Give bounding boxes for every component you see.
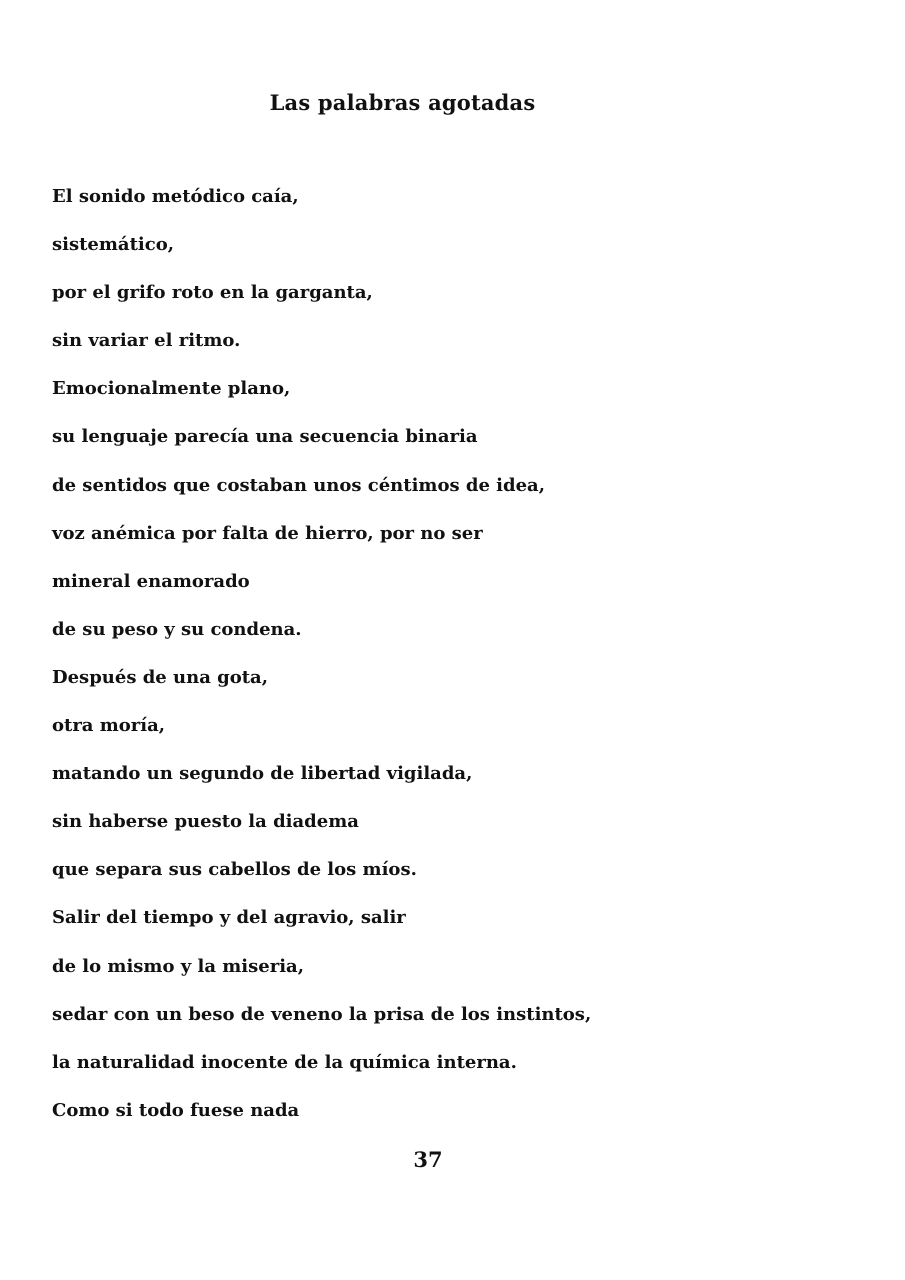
poem-title: Las palabras agotadas — [269, 90, 536, 115]
poem-line: su lenguaje parecía una secuencia binaria — [52, 426, 478, 448]
poem-line: matando un segundo de libertad vigilada, — [52, 763, 473, 785]
poem-line: sin variar el ritmo. — [52, 330, 241, 352]
poem-line: la naturalidad inocente de la química interna. — [52, 1051, 517, 1073]
poem-line: Como si todo fuese nada — [52, 1099, 300, 1121]
poem-line: otra moría, — [52, 715, 166, 737]
poem-line: sistemático, — [52, 234, 174, 256]
poem-line: de su peso y su condena. — [52, 618, 302, 640]
poem-line: Después de una gota, — [52, 666, 268, 688]
poem-line: voz anémica por falta de hierro, por no ser — [52, 522, 483, 544]
poem-line: sedar con un beso de veneno la prisa de los instintos, — [52, 1003, 592, 1025]
poem-line: Emocionalmente plano, — [52, 378, 291, 400]
poem-body — [52, 184, 591, 1146]
poem-line: de sentidos que costaban unos céntimos de idea, — [52, 474, 545, 496]
poem-line: sin haberse puesto la diadema — [52, 811, 359, 833]
poem-line: mineral enamorado — [52, 570, 250, 592]
poem-line: de lo mismo y la miseria, — [52, 955, 304, 977]
poem-line: El sonido metódico caía, — [52, 186, 299, 207]
poem-line: que separa sus cabellos de los míos. — [52, 859, 417, 881]
poem-line: Salir del tiempo y del agravio, salir — [52, 907, 406, 929]
poem-line: por el grifo roto en la garganta, — [52, 282, 373, 304]
page-number: 37 — [413, 1147, 443, 1172]
